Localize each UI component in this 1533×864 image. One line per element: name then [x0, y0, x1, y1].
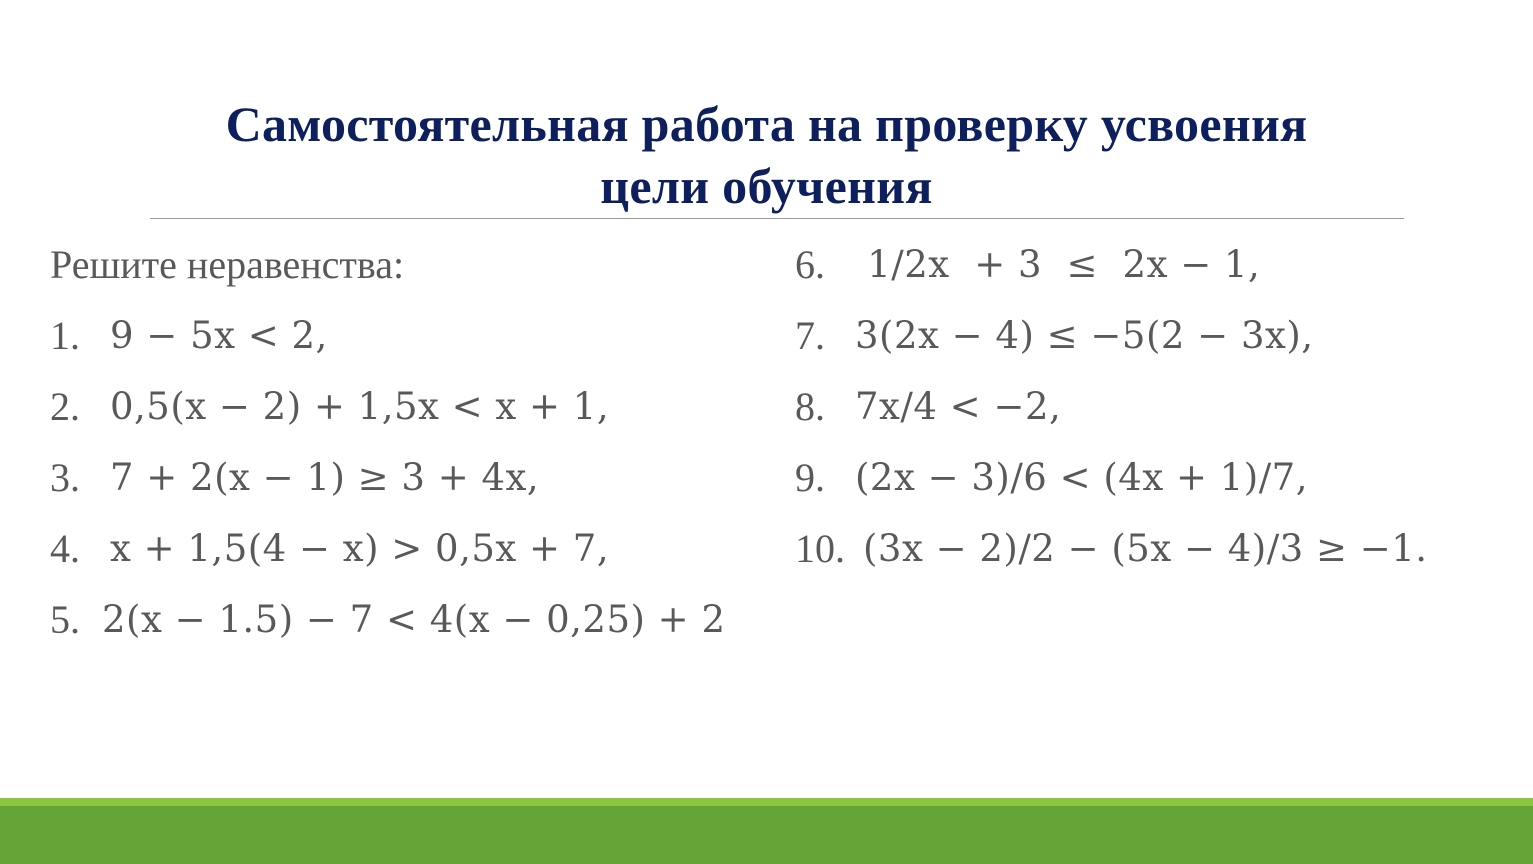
item-number: 6. — [795, 242, 825, 287]
slide-title-line-1: Самостоятельная работа на проверку усвоения — [225, 96, 1308, 152]
list-item — [795, 513, 1495, 584]
inequality: 9 − 5x < 2, — [110, 314, 328, 357]
inequality: (2x − 3)/6 < (4x + 1)/7, — [855, 456, 1308, 499]
instruction-row — [50, 229, 770, 300]
item-number: 8. — [795, 384, 825, 429]
item-number: 7. — [795, 313, 825, 358]
inequality: 3(2x − 4) ≤ −5(2 − 3x), — [855, 314, 1314, 357]
right-column — [795, 229, 1495, 584]
inequality: 7 + 2(x − 1) ≥ 3 + 4x, — [110, 456, 540, 499]
list-item — [795, 371, 1495, 442]
list-item — [50, 442, 770, 513]
inequality: 0,5(x − 2) + 1,5x < x + 1, — [110, 385, 610, 428]
list-item — [795, 229, 1495, 300]
list-item — [50, 513, 770, 584]
footer-bar — [0, 806, 1533, 864]
item-number: 2. — [50, 384, 80, 429]
footer-accent-stripe — [0, 798, 1533, 806]
item-number: 4. — [50, 526, 80, 571]
title-divider — [150, 218, 1404, 219]
list-item — [795, 442, 1495, 513]
item-number: 1. — [50, 313, 80, 358]
item-number: 5. — [50, 597, 80, 642]
list-item — [50, 300, 770, 371]
list-item — [795, 300, 1495, 371]
inequality: x + 1,5(4 − x) > 0,5x + 7, — [110, 527, 610, 570]
list-item — [50, 584, 770, 655]
slide-title-line-2: цели обучения — [600, 158, 933, 214]
item-number: 10. — [795, 526, 845, 571]
item-number: 3. — [50, 455, 80, 500]
item-number: 9. — [795, 455, 825, 500]
left-column — [50, 229, 770, 655]
slide-title — [0, 93, 1533, 217]
inequality: 7x/4 < −2, — [855, 385, 1062, 428]
list-item — [50, 371, 770, 442]
inequality: 2(x − 1.5) − 7 < 4(x − 0,25) + 2 — [102, 598, 726, 641]
instruction-text: Решите неравенства: — [50, 242, 405, 287]
inequality: (3x − 2)/2 − (5x − 4)/3 ≥ −1. — [863, 527, 1428, 570]
inequality: 1/2x + 3 ≤ 2x − 1, — [855, 243, 1261, 286]
